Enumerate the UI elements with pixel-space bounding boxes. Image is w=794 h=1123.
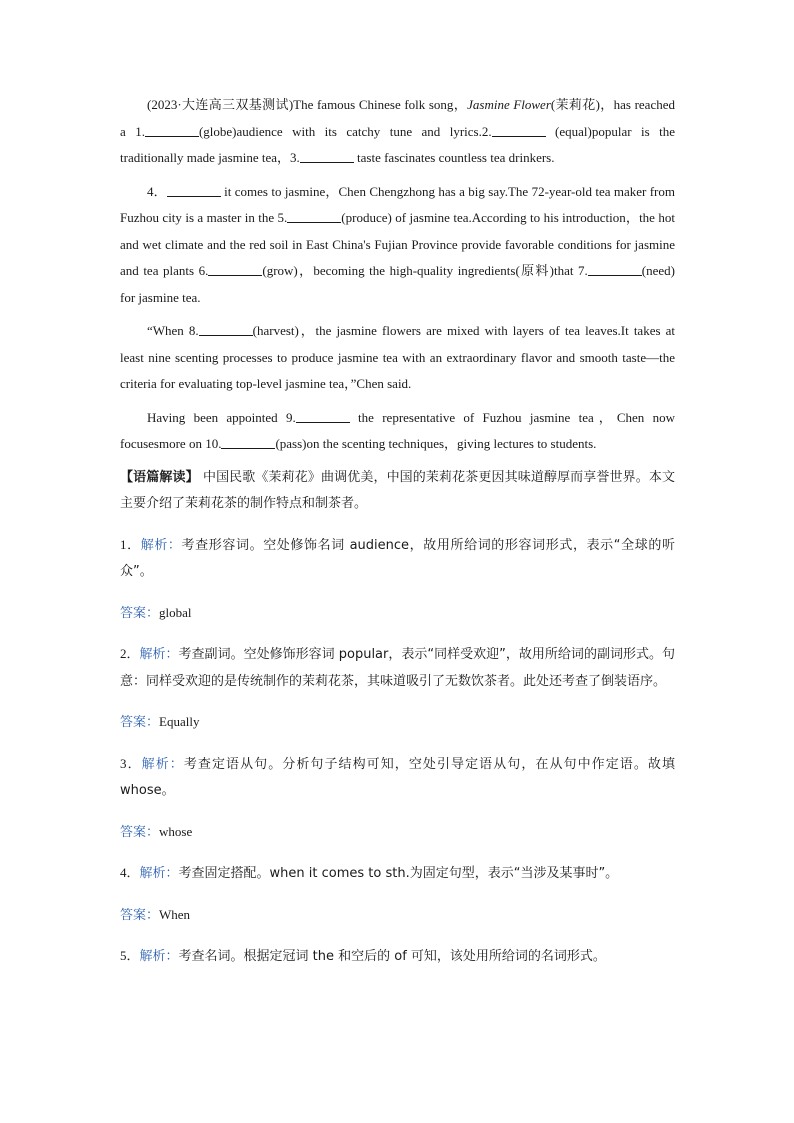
document-page [120,92,675,985]
blank-3[interactable] [300,148,354,163]
blank-8[interactable] [199,321,253,336]
hint-5: (produce) [341,210,392,225]
passage-interpretation [120,465,675,518]
passage-paragraph-3: “When 8. (harvest)，the jasmine flowers are mixed with layers of tea leaves.It takes at least nine scenting processes to produce jasmine tea with an extraordinary flavor and smooth taste—the criteria for evaluating top-level jasmine tea，”Chen said. [120,323,675,391]
analysis-item-2: 2．解析：考查副词。空处修饰形容词 popular，表示“同样受欢迎”，故用所给词的副词形式。句意：同样受欢迎的是传统制作的茉莉花茶，其味道吸引了无数饮茶者。此处还考查了倒装语序。 [120,646,675,689]
hint-7: (need) [641,263,675,278]
interpretation-label: 【语篇解读】 [120,469,199,485]
passage-paragraph-1: (2023·大连高三双基测试)The famous Chinese folk song，Jasmine Flower(茉莉花)，has reached a 1. (globe)audience with its catchy tune and lyrics.2. (equal)popular is the traditionally made jasmine tea，3. taste fascinates countless tea drinkers. [120,97,675,165]
analysis-label: 解析： [139,949,179,964]
hint-2: (equal) [545,123,592,139]
passage-paragraph-2: 4． it comes to jasmine，Chen Chengzhong has a big say.The 72-year-old tea maker from Fuzhou city is a master in the 5. (produce) of jasmine tea.According to his introduction，the hot and wet climate and the red soil in East China's Fujian Province provide favorable conditions for jasmine and tea plants 6. (grow)，becoming the high-quality ingredients(原料)that 7. (need) for jasmine tea. [120,183,675,305]
blank-7[interactable] [588,261,642,276]
song-title: Jasmine Flower [467,97,551,112]
hint-6: (grow) [262,263,298,278]
hint-1: (globe) [198,123,237,139]
blank-9[interactable] [296,408,350,423]
source-note: (2023·大连高三双基测试) [147,97,294,112]
analysis-label: 解析： [139,647,179,662]
answer-2: 答案：Equally [120,714,200,730]
answer-label: 答案： [120,605,160,621]
analysis-item-4: 4．解析：考查固定搭配。when it comes to sth.为固定句型，表示“当涉及某事时”。 [120,865,619,881]
analysis-label: 解析： [139,866,179,881]
analysis-label: 解析： [141,756,184,772]
answer-4: 答案：When [120,906,191,923]
hint-10: (pass) [275,436,307,451]
blank-4[interactable] [167,182,221,197]
analysis-item-5: 5．解析：考查名词。根据定冠词 the 和空后的 of 可知，该处用所给词的名词形式。 [120,948,606,964]
analysis-item-1: 1．解析：考查形容词。空处修饰名词 audience，故用所给词的形容词形式，表示“全球的听众”。 [120,536,675,579]
answer-3: 答案：whose [120,823,193,840]
blank-10[interactable] [221,434,275,449]
blank-1[interactable] [145,122,199,137]
interpretation-text: 中国民歌《茉莉花》曲调优美，中国的茉莉花茶更因其味道醇厚而享誉世界。本文主要介绍了茉莉花茶的制作特点和制茶者。 [120,469,675,511]
hint-8: (harvest) [252,323,299,338]
blank-2[interactable] [492,122,546,137]
blank-6[interactable] [208,261,262,276]
answer-label: 答案： [120,907,160,923]
blank-5[interactable] [287,208,341,223]
passage-paragraph-4: Having been appointed 9. the representative of Fuzhou jasmine tea，Chen now focusesmore on 10. (pass)on the scenting techniques，giving lectures to students. [120,409,675,451]
answer-1: 答案：global [120,604,192,621]
answer-label: 答案： [120,715,160,730]
answer-label: 答案： [120,824,160,840]
analysis-item-3: 3．解析：考查定语从句。分析句子结构可知，空处引导定语从句，在从句中作定语。故填 whose。 [120,755,675,798]
analysis-label: 解析： [140,537,182,553]
